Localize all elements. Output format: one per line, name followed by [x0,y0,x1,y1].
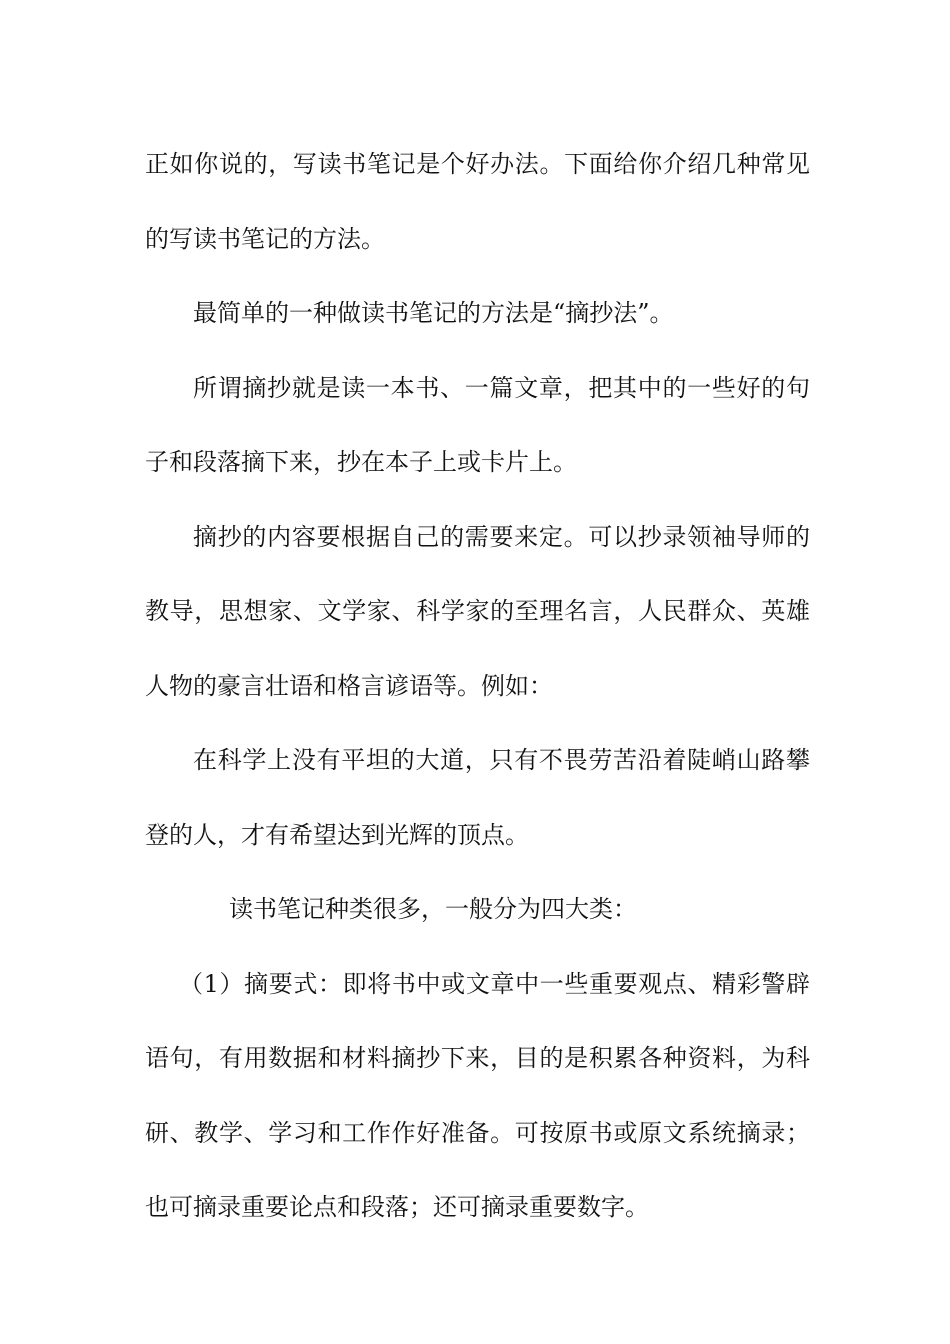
paragraph-note-types: 读书笔记种类很多，一般分为四大类： [229,895,637,923]
document-body [145,127,810,1245]
paragraph-summary-type: （1）摘要式：即将书中或文章中一些重要观点、精彩警辟语句，有用数据和材料摘抄下来，目的是积累各种资料，为科研、教学、学习和工作作好准备。可按原书或原文系统摘录；也可摘录重要论点和段落；还可摘录重要数字。 [145,969,810,1221]
paragraph-excerpt-content: 摘抄的内容要根据自己的需要来定。可以抄录领袖导师的教导，思想家、文学家、科学家的至理名言，人民群众、英雄人物的豪言壮语和格言谚语等。例如： [145,522,810,700]
paragraph-excerpt-method: 最简单的一种做读书笔记的方法是“摘抄法”。 [193,299,674,327]
paragraph-excerpt-definition: 所谓摘抄就是读一本书、一篇文章，把其中的一些好的句子和段落摘下来，抄在本子上或卡片上。 [145,373,810,476]
paragraph-intro: 正如你说的，写读书笔记是个好办法。下面给你介绍几种常见的写读书笔记的方法。 [145,150,810,253]
paragraph-quote-example: 在科学上没有平坦的大道，只有不畏劳苦沿着陡峭山路攀登的人，才有希望达到光辉的顶点。 [145,746,810,849]
